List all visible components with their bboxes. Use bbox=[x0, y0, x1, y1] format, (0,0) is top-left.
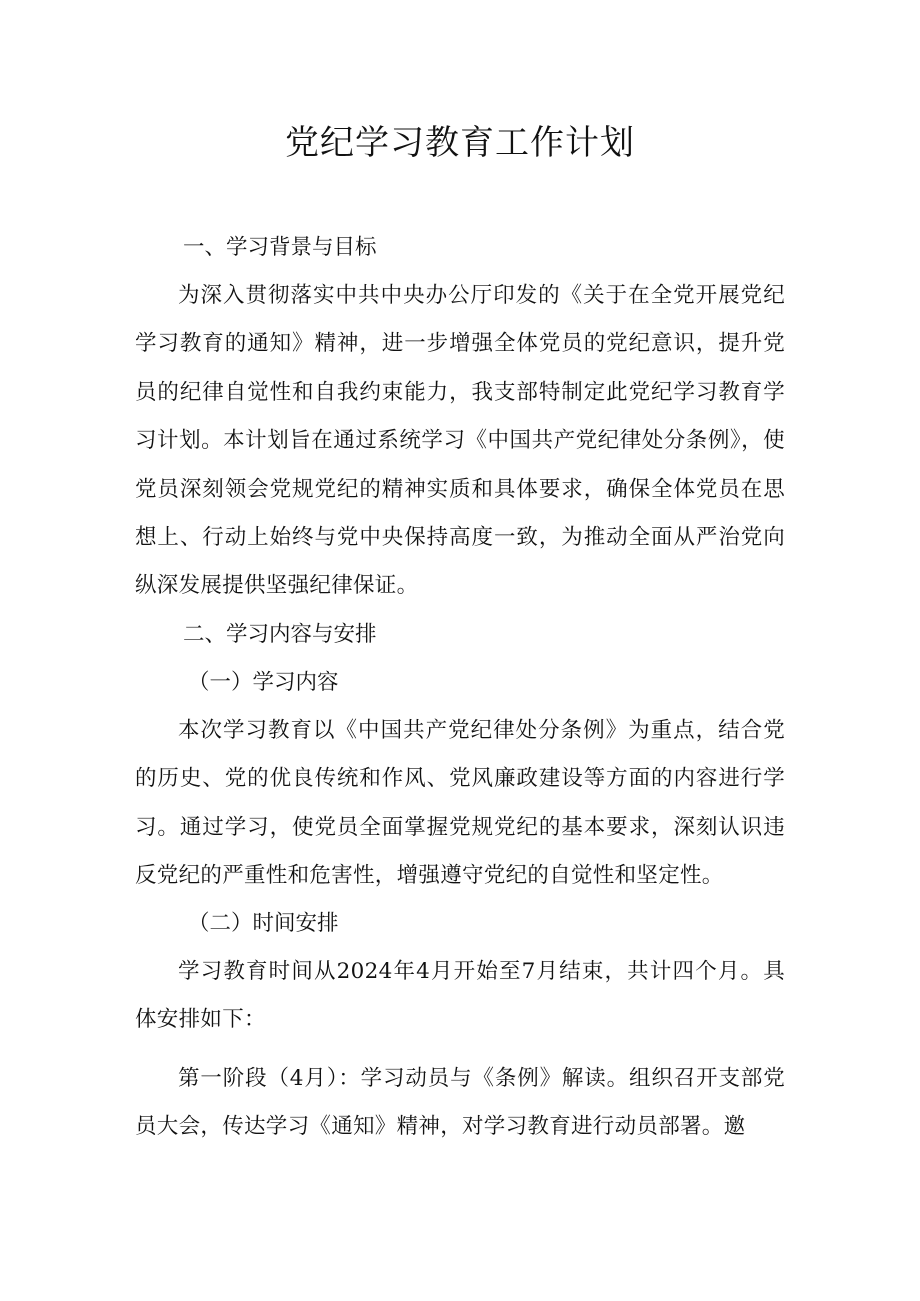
paragraph-study-content: 本次学习教育以《中国共产党纪律处分条例》为重点，结合党的历史、党的优良传统和作风、党风廉政建设等方面的内容进行学习。通过学习，使党员全面掌握党规党纪的基本要求，深刻认识违反党纪的严重性和危害性，增强遵守党纪的自觉性和坚定性。 bbox=[135, 718, 785, 889]
subsection-heading-study-content: （一）学习内容 bbox=[188, 670, 339, 695]
subsection-heading-time-schedule: （二）时间安排 bbox=[188, 911, 339, 936]
paragraph-stage-one: 第一阶段（4月）：学习动员与《条例》解读。组织召开支部党员大会，传达学习《通知》精神，对学习教育进行动员部署。邀 bbox=[135, 1066, 785, 1140]
paragraph-time-schedule: 学习教育时间从2024年4月开始至7月结束，共计四个月。具体安排如下： bbox=[135, 959, 785, 1033]
section-heading-content-arrangement: 二、学习内容与安排 bbox=[183, 622, 377, 647]
document-title: 党纪学习教育工作计划 bbox=[285, 123, 635, 163]
section-heading-background-goals: 一、学习背景与目标 bbox=[183, 235, 377, 260]
paragraph-background-goals: 为深入贯彻落实中共中央办公厅印发的《关于在全党开展党纪学习教育的通知》精神，进一步增强全体党员的党纪意识，提升党员的纪律自觉性和自我约束能力，我支部特制定此党纪学习教育学习计划。本计划旨在通过系统学习《中国共产党纪律处分条例》，使党员深刻领会党规党纪的精神实质和具体要求，确保全体党员在思想上、行动上始终与党中央保持高度一致，为推动全面从严治党向纵深发展提供坚强纪律保证。 bbox=[135, 283, 785, 599]
